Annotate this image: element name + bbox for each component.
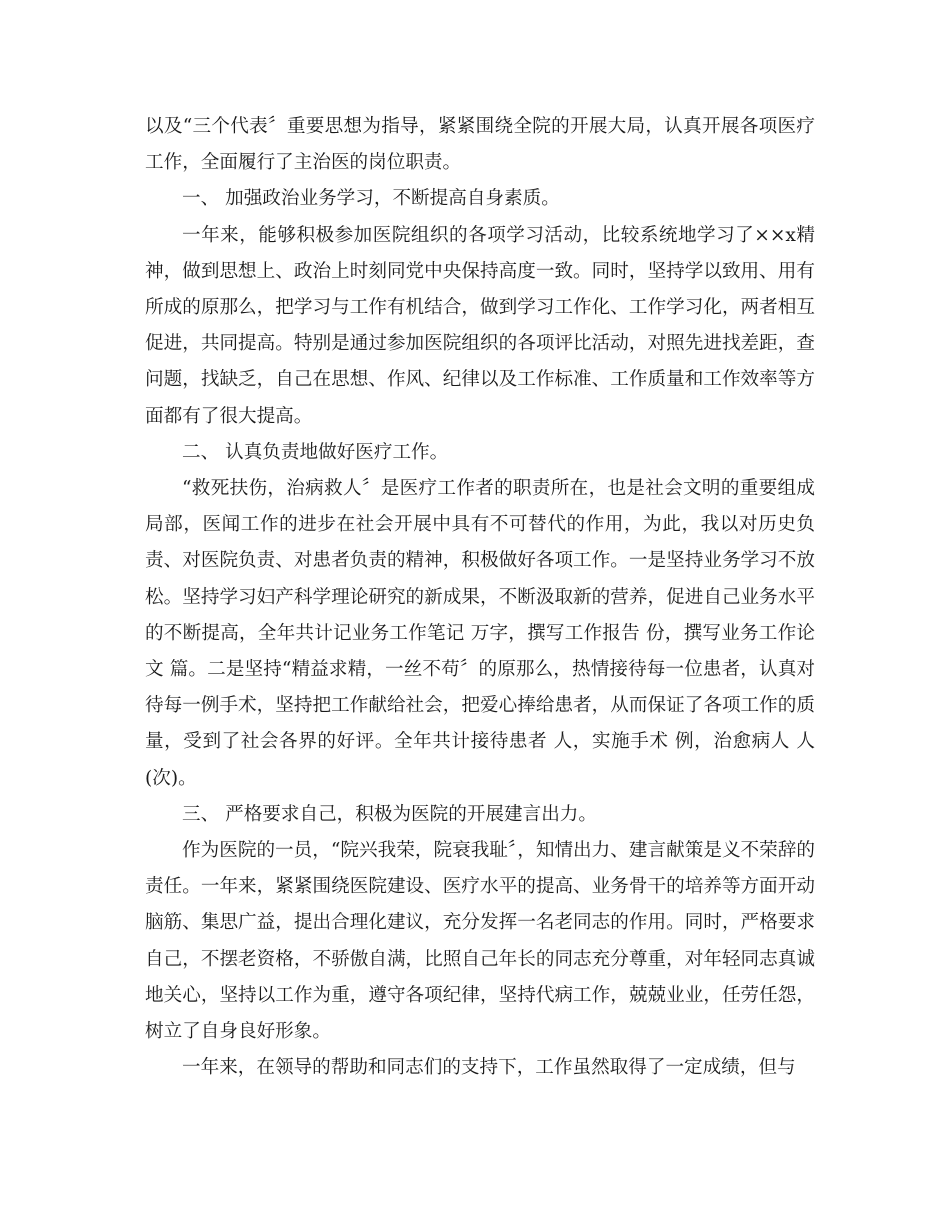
- body-paragraph: 作为医院的一员，“院兴我荣，院衰我耻〞，知情出力、建言献策是义不荣辞的责任。一年来，紧紧围绕医院建设、医疗水平的提高、业务骨干的培养等方面开动脑筋、集思广益，提出合理化建议，充分发挥一名老同志的作用。同时，严格要求自己，不摆老资格，不骄傲自满，比照自己年长的同志充分尊重，对年轻同志真诚地关心，坚持以工作为重，遵守各项纪律，坚持代病工作，兢兢业业，任劳任怨，树立了自身良好形象。: [145, 840, 815, 1043]
- body-paragraph: “救死扶伤，治病救人〞是医疗工作者的职责所在，也是社会文明的重要组成局部，医闻工作的进步在社会开展中具有不可替代的作用，为此，我以对历史负责、对医院负责、对患者负责的精神，积极做好各项工作。一是坚持业务学习不放松。坚持学习妇产科学理论研究的新成果，不断汲取新的营养，促进自己业务水平的不断提高，全年共计记业务工作笔记 万字，撰写工作报告 份，撰写业务工作论文 篇。二是坚持“精益求精，一丝不苟〞的原那么，热情接待每一位患者，认真对待每一例手术，坚持把工作献给社会，把爱心捧给患者，从而保证了各项工作的质量，受到了社会各界的好评。全年共计接待患者 人，实施手术 例，治愈病人 人(次)。: [145, 478, 815, 789]
- body-paragraph: 一年来，能够积极参加医院组织的各项学习活动，比较系统地学习了××x精神，做到思想上、政治上时刻同党中央保持高度一致。同时，坚持学以致用、用有所成的原那么，把学习与工作有机结合，做到学习工作化、工作学习化，两者相互促进，共同提高。特别是通过参加医院组织的各项评比活动，对照先进找差距，查问题，找缺乏，自己在思想、作风、纪律以及工作标准、工作质量和工作效率等方面都有了很大提高。: [145, 224, 815, 427]
- body-paragraph: 一年来，在领导的帮助和同志们的支持下，工作虽然取得了一定成绩，但与: [182, 1057, 796, 1079]
- section-heading-3: 三、 严格要求自己，积极为医院的开展建言出力。: [182, 803, 597, 825]
- document-body: [145, 109, 815, 1086]
- body-paragraph: 以及“三个代表〞重要思想为指导，紧紧围绕全院的开展大局，认真开展各项医疗工作，全面履行了主治医的岗位职责。: [145, 116, 815, 174]
- section-heading-1: 一、 加强政治业务学习，不断提高自身素质。: [182, 188, 560, 210]
- section-heading-2: 二、 认真负责地做好医疗工作。: [182, 441, 449, 463]
